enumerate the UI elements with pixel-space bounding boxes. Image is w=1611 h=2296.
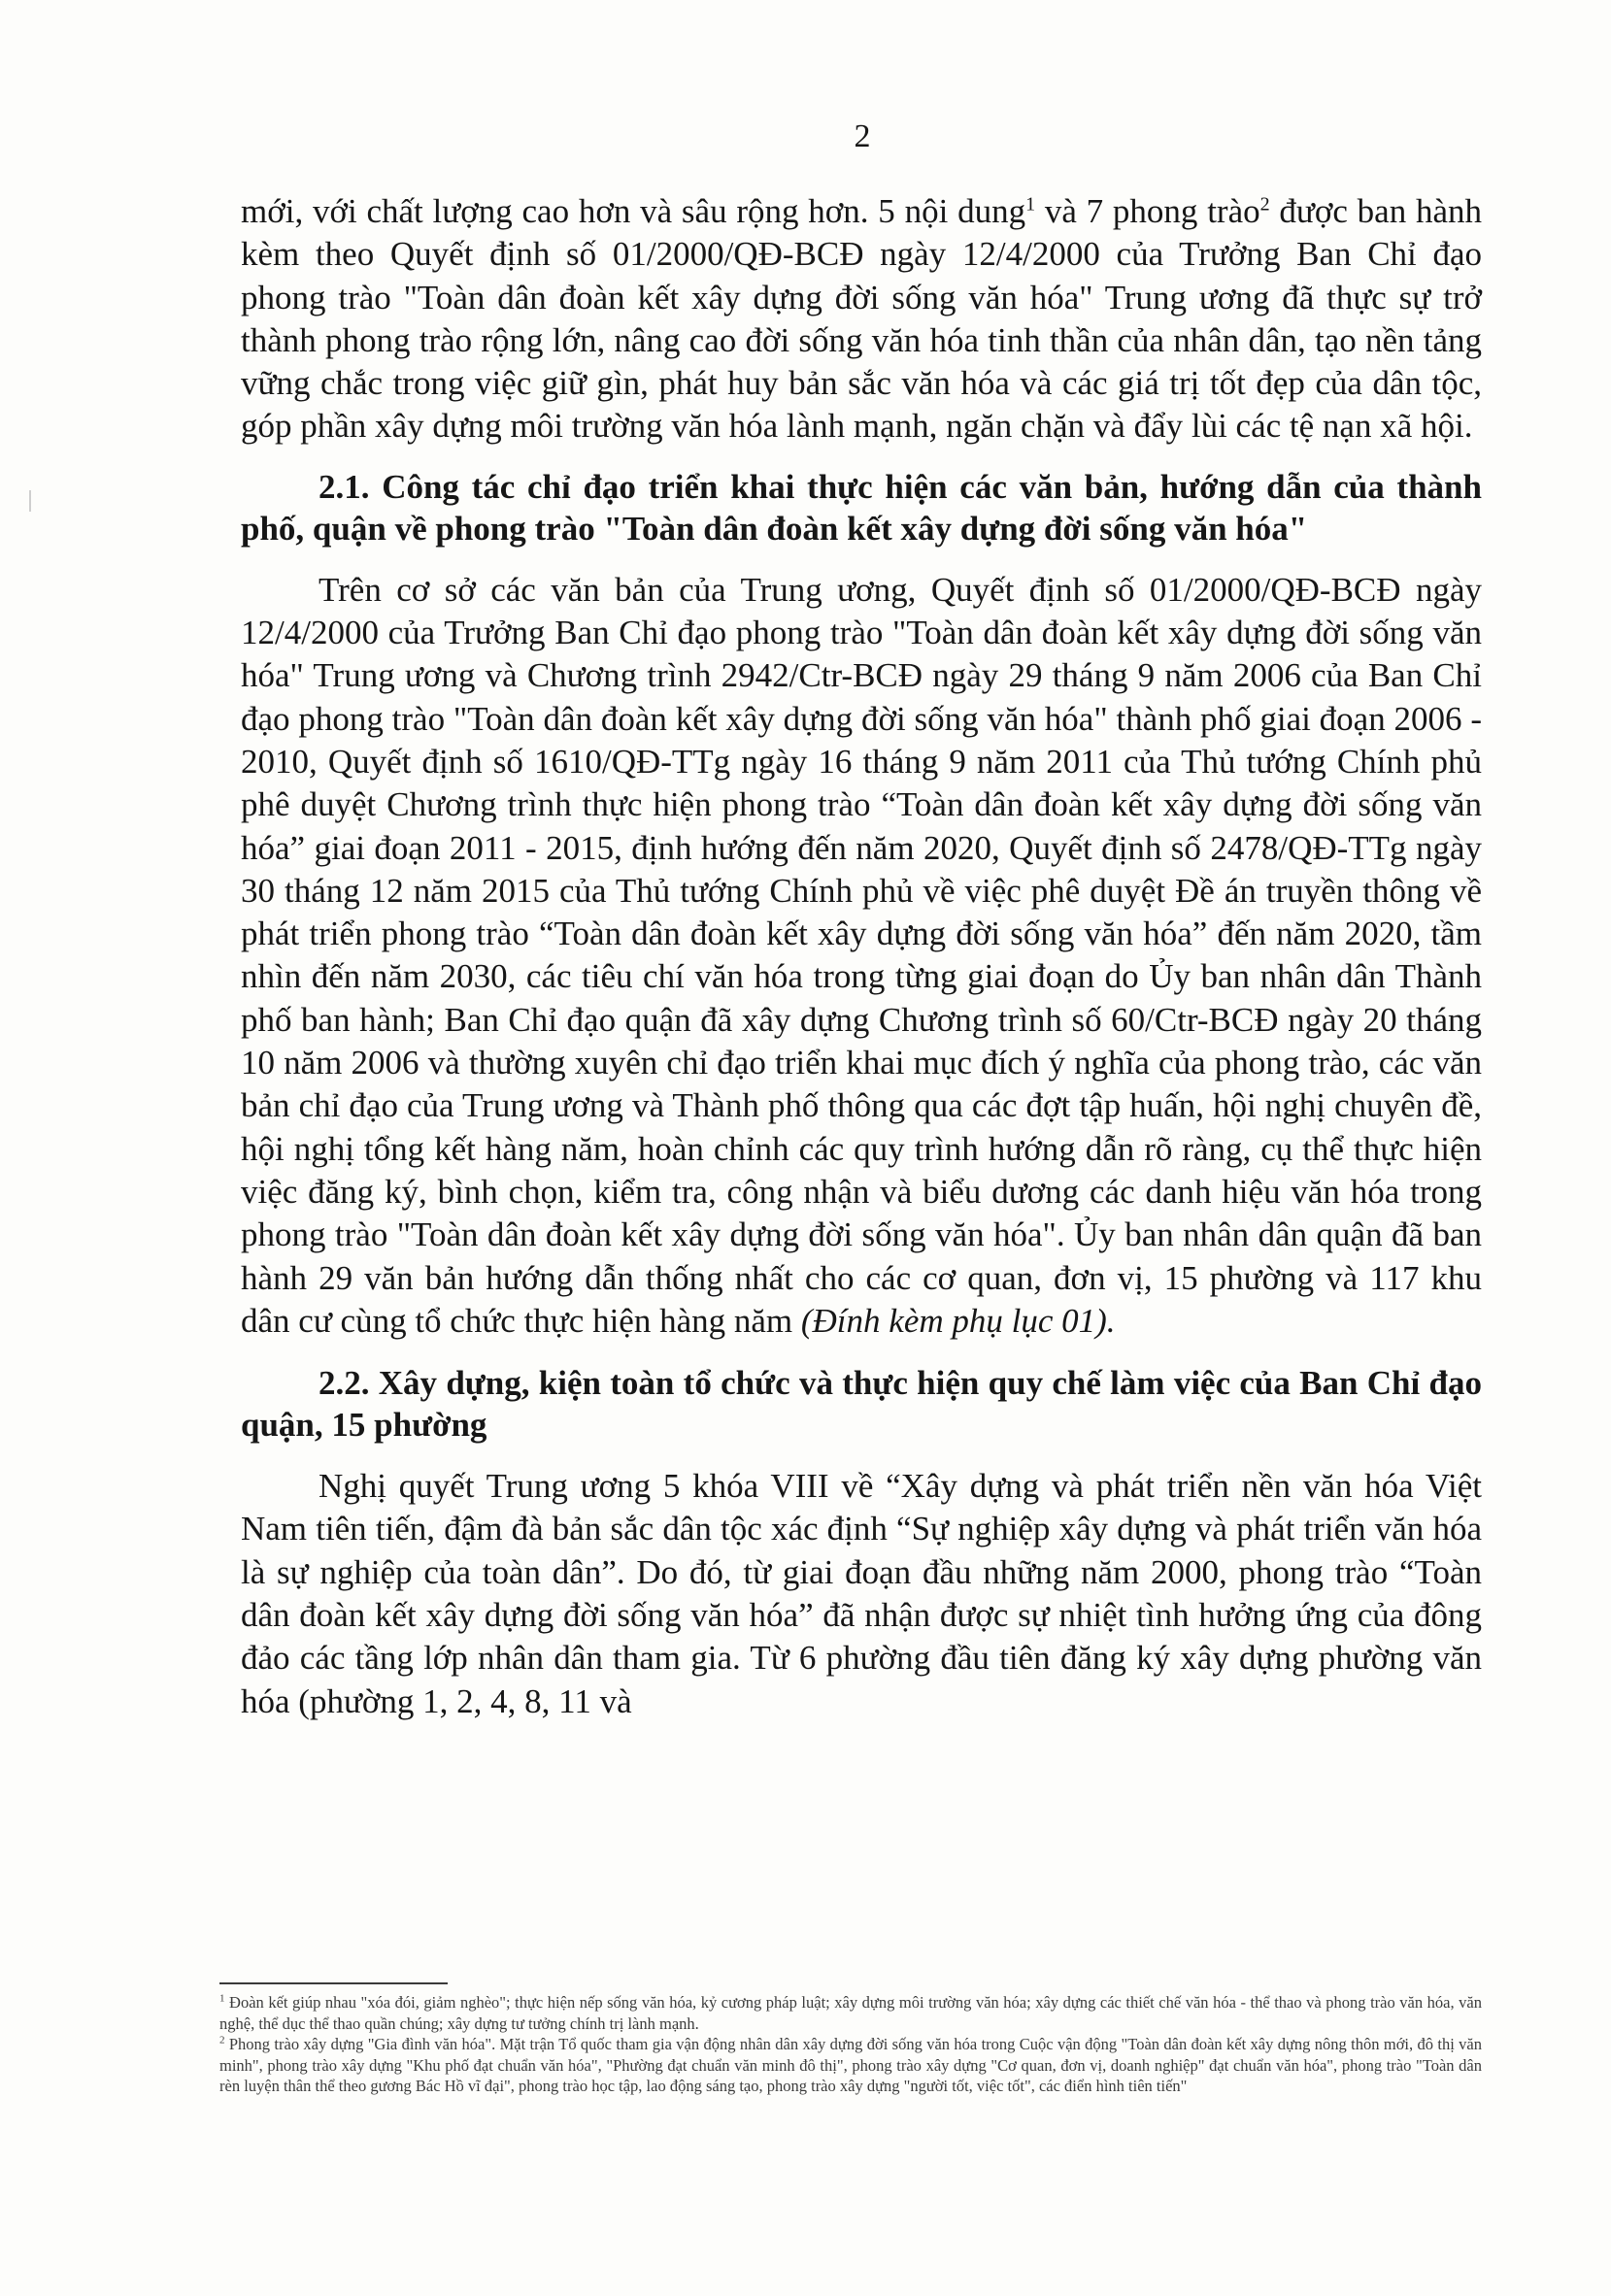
footnote-ref-2[interactable]: 2	[1259, 193, 1270, 216]
section-2-2-body: Nghị quyết Trung ương 5 khóa VIII về “Xây dựng và phát triển nền văn hóa Việt Nam tiên tiến, đậm đà bản sắc dân tộc xác định “Sự nghiệp xây dựng và phát triển văn hóa là sự nghiệp của toàn dân”. Do đó, từ giai đoạn đầu những năm 2000, phong trào “Toàn dân đoàn kết xây dựng đời sống văn hóa” đã nhận được sự nhiệt tình hưởng ứng của đông đảo các tầng lớp nhân dân tham gia. Từ 6 phường đầu tiên đăng ký xây dựng phường văn hóa (phường 1, 2, 4, 8, 11 và	[241, 1467, 1482, 1720]
footnote-mark-2: 2	[219, 2034, 225, 2046]
appendix-reference: (Đính kèm phụ lục 01).	[800, 1301, 1116, 1340]
section-2-1-text: Trên cơ sở các văn bản của Trung ương, Quyết định số 01/2000/QĐ-BCĐ ngày 12/4/2000 của Trưởng Ban Chỉ đạo phong trào "Toàn dân đoàn kết xây dựng đời sống văn hóa" Trung ương và Chương trình 2942/Ctr-BCĐ ngày 29 tháng 9 năm 2006 của Ban Chỉ đạo phong trào "Toàn dân đoàn kết xây dựng đời sống văn hóa" thành phố giai đoạn 2006 - 2010, Quyết định số 1610/QĐ-TTg ngày 16 tháng 9 năm 2011 của Thủ tướng Chính phủ phê duyệt Chương trình thực hiện phong trào “Toàn dân đoàn kết xây dựng đời sống văn hóa” giai đoạn 2011 - 2015, định hướng đến năm 2020, Quyết định số 2478/QĐ-TTg ngày 30 tháng 12 năm 2015 của Thủ tướng Chính phủ về việc phê duyệt Đề án truyền thông về phát triển phong trào “Toàn dân đoàn kết xây dựng đời sống văn hóa” đến năm 2020, tầm nhìn đến năm 2030, các tiêu chí văn hóa trong từng giai đoạn do Ủy ban nhân dân Thành phố ban hành; Ban Chỉ đạo quận đã xây dựng Chương trình số 60/Ctr-BCĐ ngày 20 tháng 10 năm 2006 và thường xuyên chỉ đạo triển khai mục đích ý nghĩa của phong trào, các văn bản chỉ đạo của Trung ương và Thành phố thông qua các đợt tập huấn, hội nghị chuyên đề, hội nghị tổng kết hàng năm, hoàn chỉnh các quy trình hướng dẫn rõ ràng, cụ thể thực hiện việc đăng ký, bình chọn, kiểm tra, công nhận và biểu dương các danh hiệu văn hóa trong phong trào "Toàn dân đoàn kết xây dựng đời sống văn hóa". Ủy ban nhân dân quận đã ban hành 29 văn bản hướng dẫn thống nhất cho các cơ quan, đơn vị, 15 phường và 117 khu dân cư cùng tổ chức thực hiện hàng năm	[241, 570, 1482, 1340]
document-body	[241, 190, 1482, 1723]
footnote-1	[219, 1992, 1482, 2034]
scan-margin-mark	[29, 490, 31, 512]
footnote-mark-1: 1	[219, 1992, 225, 2005]
section-2-1-body	[241, 569, 1482, 1343]
footnote-ref-1[interactable]: 1	[1025, 193, 1036, 216]
spacer	[241, 1446, 1482, 1465]
footnote-1-text: Đoàn kết giúp nhau "xóa đói, giảm nghèo"; thực hiện nếp sống văn hóa, kỷ cương pháp luật; xây dựng môi trường văn hóa; xây dựng các thiết chế văn hóa - thể thao và phong trào văn hóa, văn nghệ, thể dục thể thao quần chúng; xây dựng tư tưởng chính trị lành mạnh.	[219, 1993, 1482, 2033]
spacer	[241, 449, 1482, 466]
intro-text-2: và 7 phong trào	[1035, 192, 1260, 230]
footnote-2-text: Phong trào xây dựng "Gia đình văn hóa". Mặt trận Tổ quốc tham gia vận động nhân dân xây dựng đời sống văn hóa trong Cuộc vận động "Toàn dân đoàn kết xây dựng nông thôn mới, đô thị văn minh", phong trào xây dựng "Khu phố đạt chuẩn văn hóa", "Phường đạt chuẩn văn minh đô thị", phong trào xây dựng "Cơ quan, đơn vị, doanh nghiệp" đạt chuẩn văn hóa", phong trào "Toàn dân rèn luyện thân thể theo gương Bác Hồ vĩ đại", phong trào học tập, lao động sáng tạo, phong trào xây dựng "người tốt, việc tốt", các điển hình tiên tiến"	[219, 2035, 1482, 2095]
section-2-1-heading: 2.1. Công tác chỉ đạo triển khai thực hiện các văn bản, hướng dẫn của thành phố, quận về phong trào "Toàn dân đoàn kết xây dựng đời sống văn hóa"	[241, 467, 1482, 548]
footnote-divider	[219, 1982, 448, 1984]
section-2-2-heading: 2.2. Xây dựng, kiện toàn tổ chức và thực hiện quy chế làm việc của Ban Chỉ đạo quận, 15 phường	[241, 1364, 1482, 1445]
footnotes	[219, 1992, 1482, 2097]
spacer	[241, 549, 1482, 569]
intro-text-3: được ban hành kèm theo Quyết định số 01/2000/QĐ-BCĐ ngày 12/4/2000 của Trưởng Ban Chỉ đạo phong trào "Toàn dân đoàn kết xây dựng đời sống văn hóa" Trung ương đã thực sự trở thành phong trào rộng lớn, nâng cao đời sống văn hóa tinh thần của nhân dân, tạo nền tảng vững chắc trong việc giữ gìn, phát huy bản sắc văn hóa và các giá trị tốt đẹp của dân tộc, góp phần xây dựng môi trường văn hóa lành mạnh, ngăn chặn và đẩy lùi các tệ nạn xã hội.	[241, 192, 1482, 446]
page-number: 2	[854, 118, 871, 154]
footnote-2	[219, 2034, 1482, 2097]
intro-paragraph	[241, 190, 1482, 449]
intro-text-1: mới, với chất lượng cao hơn và sâu rộng hơn. 5 nội dung	[241, 192, 1026, 230]
spacer	[241, 1343, 1482, 1362]
